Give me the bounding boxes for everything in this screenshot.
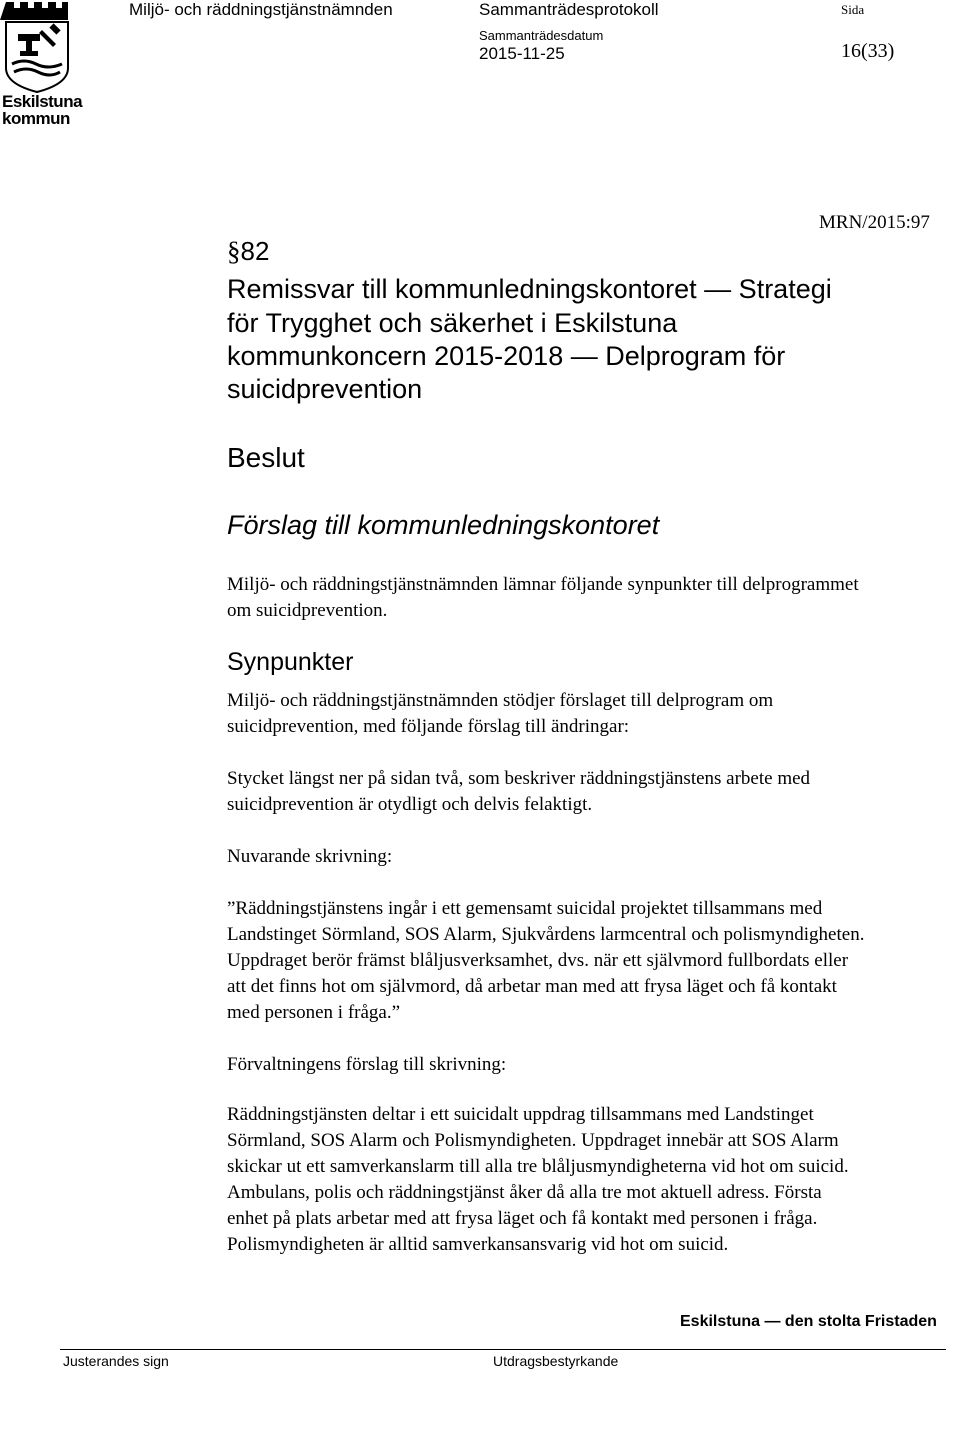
proposal-text-label: Förvaltningens förslag till skrivning: <box>227 1054 507 1075</box>
header-page-number: 16(33) <box>841 40 895 62</box>
footer-utdragsbestyrkande: Utdragsbestyrkande <box>493 1353 619 1369</box>
header-date: 2015-11-25 <box>479 44 565 63</box>
forslag-subheading: Förslag till kommunledningskontoret <box>227 510 660 540</box>
proposal-text-line: enhet på plats arbetar med att frysa läget och få kontakt med personen i fråga. <box>227 1208 818 1229</box>
current-text-line: Landstinget Sörmland, SOS Alarm, Sjukvårdens larmcentral och polismyndigheten. <box>227 924 865 945</box>
proposal-text-line: Polismyndigheten är alltid samverkansansvarig vid hot om suicid. <box>227 1234 729 1255</box>
synpunkter-heading: Synpunkter <box>227 648 354 676</box>
footer-slogan: Eskilstuna — den stolta Fristaden <box>680 1313 937 1330</box>
header-document-type: Sammanträdesprotokoll <box>479 0 659 19</box>
current-text-line: ”Räddningstjänstens ingår i ett gemensamt suicidal projektet tillsammans med <box>227 898 823 919</box>
paragraph-symbol: § <box>227 236 241 266</box>
eskilstuna-logo <box>0 0 83 128</box>
section-title-line: kommunkoncern 2015-2018 — Delprogram för <box>227 341 786 371</box>
current-text-line: med personen i fråga.” <box>227 1002 401 1023</box>
proposal-text-line: skickar ut ett samverkanslarm till alla tre blåljusmyndigheterna vid hot om suicid. <box>227 1156 849 1177</box>
synpunkter-p1-line: suicidprevention, med följande förslag till ändringar: <box>227 716 630 737</box>
synpunkter-p1-line: Miljö- och räddningstjänstnämnden stödjer förslaget till delprogram om <box>227 690 774 711</box>
footer-justerandes-sign: Justerandes sign <box>63 1353 169 1369</box>
synpunkter-p2-line: Stycket längst ner på sidan två, som beskriver räddningstjänstens arbete med <box>227 768 811 789</box>
beslut-text-line: Miljö- och räddningstjänstnämnden lämnar följande synpunkter till delprogrammet <box>227 574 859 595</box>
logo-text-eskilstuna: Eskilstuna <box>2 92 83 111</box>
current-text-line: Uppdraget berör främst blåljusverksamhet, dvs. när ett självmord fullbordats eller <box>227 950 849 971</box>
section-title-line: Remissvar till kommunledningskontoret — Strategi <box>227 274 832 304</box>
section-title-line: för Trygghet och säkerhet i Eskilstuna <box>227 308 678 338</box>
header-organization: Miljö- och räddningstjänstnämnden <box>129 0 393 19</box>
header-page-label: Sida <box>841 2 865 17</box>
proposal-text-line: Ambulans, polis och räddningstjänst åker då alla tre mot aktuell adress. Första <box>227 1182 822 1203</box>
synpunkter-p2-line: suicidprevention är otydligt och delvis felaktigt. <box>227 794 593 815</box>
beslut-text-line: om suicidprevention. <box>227 600 388 621</box>
proposal-text-line: Räddningstjänsten deltar i ett suicidalt uppdrag tillsammans med Landstinget <box>227 1104 814 1125</box>
beslut-heading: Beslut <box>227 442 305 473</box>
header-date-label: Sammanträdesdatum <box>479 28 604 43</box>
footer-divider <box>60 1349 946 1350</box>
section-title-line: suicidprevention <box>227 374 423 404</box>
case-reference: MRN/2015:97 <box>819 212 930 233</box>
current-text-line: att det finns hot om självmord, då arbetar man med att frysa läget och få kontakt <box>227 976 837 997</box>
section-number <box>227 236 269 267</box>
section-number-value: 82 <box>240 236 270 266</box>
proposal-text-line: Sörmland, SOS Alarm och Polismyndigheten. Uppdraget innebär att SOS Alarm <box>227 1130 839 1151</box>
current-text-label: Nuvarande skrivning: <box>227 846 393 867</box>
logo-text-kommun: kommun <box>2 109 70 128</box>
